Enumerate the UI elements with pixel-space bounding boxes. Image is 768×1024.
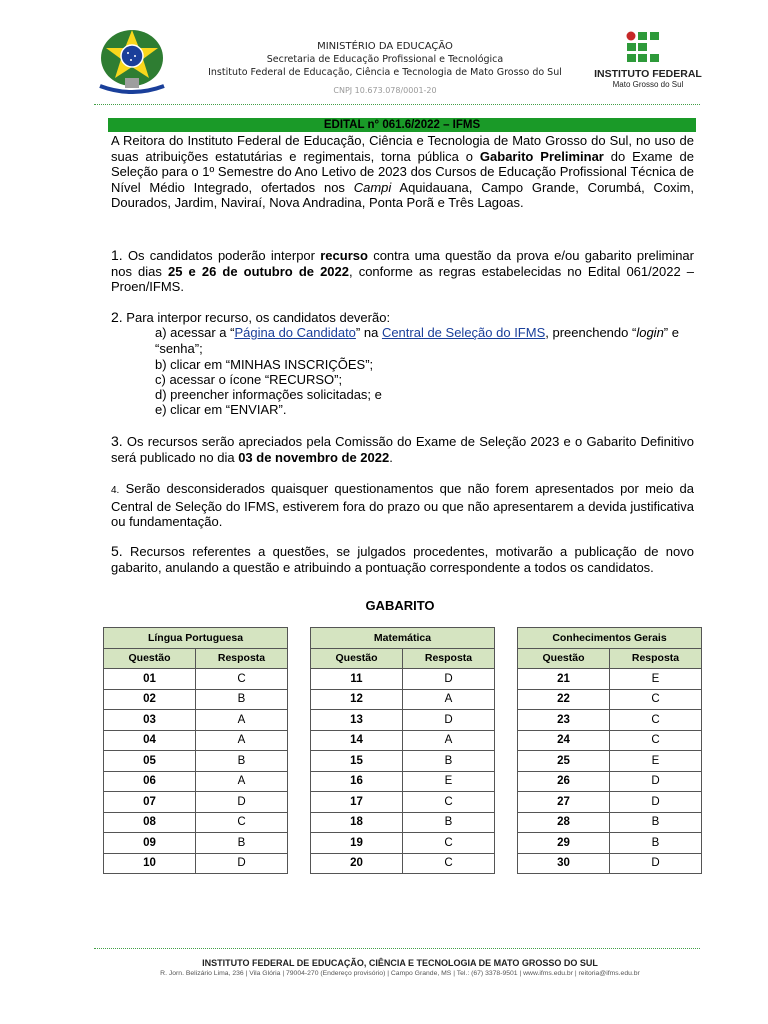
header-cnpj: CNPJ 10.673.078/0001-20 xyxy=(333,86,437,95)
question-number: 07 xyxy=(104,792,196,813)
table-subject-header: Matemática xyxy=(311,628,495,649)
answer-letter: B xyxy=(610,833,702,854)
table-row xyxy=(518,853,702,874)
answer-letter: D xyxy=(403,710,495,731)
answer-letter: D xyxy=(196,853,288,874)
item-5 xyxy=(111,544,694,575)
question-number: 14 xyxy=(311,730,403,751)
column-header-answer: Resposta xyxy=(403,648,495,669)
answer-letter: C xyxy=(610,689,702,710)
table-row xyxy=(311,853,495,874)
table-row xyxy=(104,730,288,751)
item-bold: recurso xyxy=(320,248,368,263)
answer-letter: B xyxy=(610,812,702,833)
table-row xyxy=(518,792,702,813)
item-text: . xyxy=(389,449,393,465)
intro-campi: Campi xyxy=(353,179,392,195)
question-number: 17 xyxy=(311,792,403,813)
answer-letter: D xyxy=(610,853,702,874)
intro-highlight: Gabarito Preliminar xyxy=(479,148,604,164)
question-number: 28 xyxy=(518,812,610,833)
question-number: 21 xyxy=(518,669,610,690)
column-header-answer: Resposta xyxy=(610,648,702,669)
answer-letter: B xyxy=(196,751,288,772)
intro-text: A Reitora do Instituto Federal de Educação, Ciência e Tecnologia de Mato Grosso do Sul, no uso de suas atribuições estatutárias e regimentais, torna pública o xyxy=(111,133,694,164)
answer-letter: A xyxy=(196,710,288,731)
table-row xyxy=(311,710,495,731)
step-text: a) acessar a “ xyxy=(155,325,235,340)
table-row xyxy=(518,669,702,690)
answer-letter: D xyxy=(196,792,288,813)
answer-letter: B xyxy=(196,689,288,710)
table-row xyxy=(518,710,702,731)
item-number: 3. xyxy=(111,433,123,449)
item-text: Recursos referentes a questões, se julgados procedentes, motivarão a publicação de novo gabarito, anulando a questão e atribuindo a pontuação correspondente a todos os candidatos. xyxy=(111,544,694,575)
item-number: 4. xyxy=(111,485,120,496)
table-row xyxy=(104,833,288,854)
question-number: 08 xyxy=(104,812,196,833)
step-a xyxy=(155,325,695,356)
item-text: contra uma questão da prova e/ou gabarito preliminar nos dias xyxy=(111,248,694,279)
column-header-question: Questão xyxy=(311,648,403,669)
item-number: 2. xyxy=(111,309,123,325)
table-lingua-portuguesa xyxy=(103,627,288,874)
table-subject-header: Língua Portuguesa xyxy=(104,628,288,649)
candidate-page-link[interactable]: Página do Candidato xyxy=(234,325,356,340)
table-row xyxy=(311,771,495,792)
question-number: 09 xyxy=(104,833,196,854)
answer-letter: C xyxy=(196,812,288,833)
header-divider xyxy=(94,104,700,105)
question-number: 27 xyxy=(518,792,610,813)
instituto-federal-logo-icon xyxy=(626,31,664,69)
table-row xyxy=(518,730,702,751)
step-d: d) preencher informações solicitadas; e xyxy=(155,387,382,402)
table-row xyxy=(311,812,495,833)
column-header-question: Questão xyxy=(518,648,610,669)
table-row xyxy=(311,689,495,710)
footer-divider xyxy=(94,948,700,949)
step-text: ” e “senha”; xyxy=(155,325,679,356)
answer-letter: D xyxy=(403,669,495,690)
question-number: 02 xyxy=(104,689,196,710)
step-b: b) clicar em “MINHAS INSCRIÇÕES”; xyxy=(155,357,374,372)
column-header-question: Questão xyxy=(104,648,196,669)
step-login: login xyxy=(636,325,664,340)
answer-letter: A xyxy=(403,689,495,710)
answer-letter: C xyxy=(403,833,495,854)
answer-letter: C xyxy=(610,710,702,731)
item-date: 03 de novembro de 2022 xyxy=(238,449,390,465)
question-number: 13 xyxy=(311,710,403,731)
answer-letter: A xyxy=(196,771,288,792)
table-row xyxy=(518,833,702,854)
item-2 xyxy=(111,310,694,326)
table-row xyxy=(518,771,702,792)
answer-letter: C xyxy=(403,853,495,874)
question-number: 12 xyxy=(311,689,403,710)
answer-letter: E xyxy=(610,751,702,772)
step-e: e) clicar em “ENVIAR”. xyxy=(155,402,287,417)
logo-name: INSTITUTO FEDERAL xyxy=(594,68,702,80)
answer-letter: A xyxy=(196,730,288,751)
table-conhecimentos-gerais xyxy=(517,627,702,874)
table-row xyxy=(311,751,495,772)
question-number: 16 xyxy=(311,771,403,792)
table-row xyxy=(104,792,288,813)
item-4 xyxy=(111,481,694,530)
item-text: , conforme as regras estabelecidas no Edital 061/2022 – Proen/IFMS. xyxy=(111,263,694,295)
table-row xyxy=(518,751,702,772)
item-number: 1. xyxy=(111,247,123,263)
answer-letter: B xyxy=(403,812,495,833)
logo-subtitle: Mato Grosso do Sul xyxy=(612,80,684,89)
footer-address: R. Jorn. Belizário Lima, 236 | Vila Glória | 79004-270 (Endereço provisório) | Campo Grande, MS | Tel.: (67) 3378-9501 | www.ifms.edu.br | reitoria@ifms.edu.br xyxy=(160,970,640,977)
item-text: Os recursos serão apreciados pela Comissão do Exame de Seleção 2023 e o Gabarito Definitivo será publicado no dia xyxy=(111,434,694,465)
question-number: 26 xyxy=(518,771,610,792)
question-number: 23 xyxy=(518,710,610,731)
answer-letter: E xyxy=(403,771,495,792)
gabarito-title: GABARITO xyxy=(365,598,435,613)
question-number: 11 xyxy=(311,669,403,690)
question-number: 03 xyxy=(104,710,196,731)
question-number: 19 xyxy=(311,833,403,854)
answer-letter: A xyxy=(403,730,495,751)
item-3 xyxy=(111,434,694,465)
question-number: 20 xyxy=(311,853,403,874)
table-matematica xyxy=(310,627,495,874)
table-row xyxy=(518,812,702,833)
table-subject-header: Conhecimentos Gerais xyxy=(518,628,702,649)
question-number: 30 xyxy=(518,853,610,874)
intro-paragraph xyxy=(111,133,694,211)
footer-institute-name: INSTITUTO FEDERAL DE EDUCAÇÃO, CIÊNCIA E TECNOLOGIA DE MATO GROSSO DO SUL xyxy=(202,958,598,968)
item-date: 25 e 26 de outubro de 2022 xyxy=(167,263,349,279)
question-number: 18 xyxy=(311,812,403,833)
item-text: Os candidatos poderão interpor xyxy=(122,248,321,263)
selection-central-link[interactable]: Central de Seleção do IFMS xyxy=(381,325,546,340)
answer-letter: C xyxy=(610,730,702,751)
document-title: EDITAL n° 061.6/2022 – IFMS xyxy=(108,118,696,132)
item-1 xyxy=(111,248,694,295)
item-text: Serão desconsiderados quaisquer questionamentos que não forem apresentados por meio da Central de Seleção do IFMS, estiverem fora do prazo ou que não apresentarem a devida justificativa ou fundamentação. xyxy=(111,481,694,530)
question-number: 22 xyxy=(518,689,610,710)
question-number: 15 xyxy=(311,751,403,772)
item-text: Para interpor recurso, os candidatos deverão: xyxy=(122,310,391,325)
header-institute: Instituto Federal de Educação, Ciência e Tecnologia de Mato Grosso do Sul xyxy=(208,67,562,78)
answer-letter: B xyxy=(403,751,495,772)
table-row xyxy=(311,669,495,690)
header-ministry: MINISTÉRIO DA EDUCAÇÃO xyxy=(317,41,453,52)
column-header-answer: Resposta xyxy=(196,648,288,669)
question-number: 04 xyxy=(104,730,196,751)
table-row xyxy=(104,812,288,833)
question-number: 10 xyxy=(104,853,196,874)
table-row xyxy=(311,730,495,751)
question-number: 06 xyxy=(104,771,196,792)
table-row xyxy=(104,771,288,792)
table-row xyxy=(518,689,702,710)
question-number: 29 xyxy=(518,833,610,854)
answer-letter: C xyxy=(196,669,288,690)
answer-letter: C xyxy=(403,792,495,813)
intro-text: Aquidauana, Campo Grande, Corumbá, Coxim, Dourados, Jardim, Naviraí, Nova Andradina, Ponta Porã e Três Lagoas. xyxy=(111,179,695,211)
table-row xyxy=(311,833,495,854)
question-number: 24 xyxy=(518,730,610,751)
item-number: 5. xyxy=(111,543,123,559)
question-number: 01 xyxy=(104,669,196,690)
answer-letter: B xyxy=(196,833,288,854)
answer-letter: D xyxy=(610,771,702,792)
table-row xyxy=(104,689,288,710)
table-row xyxy=(104,669,288,690)
intro-text: do Exame de Seleção para o 1º Semestre do Ano Letivo de 2023 dos Cursos de Educação Profissional Técnica de Nível Médio Integrado, ofertados nos xyxy=(111,148,694,195)
table-row xyxy=(104,710,288,731)
table-row xyxy=(311,792,495,813)
answer-letter: D xyxy=(610,792,702,813)
step-c: c) acessar o ícone “RECURSO”; xyxy=(155,372,343,387)
header-secretariat: Secretaria de Educação Profissional e Tecnológica xyxy=(266,54,504,65)
table-row xyxy=(104,751,288,772)
step-text: , preenchendo “ xyxy=(545,325,637,340)
table-row xyxy=(104,853,288,874)
step-text: ” na xyxy=(355,325,382,340)
question-number: 25 xyxy=(518,751,610,772)
answer-letter: E xyxy=(610,669,702,690)
question-number: 05 xyxy=(104,751,196,772)
